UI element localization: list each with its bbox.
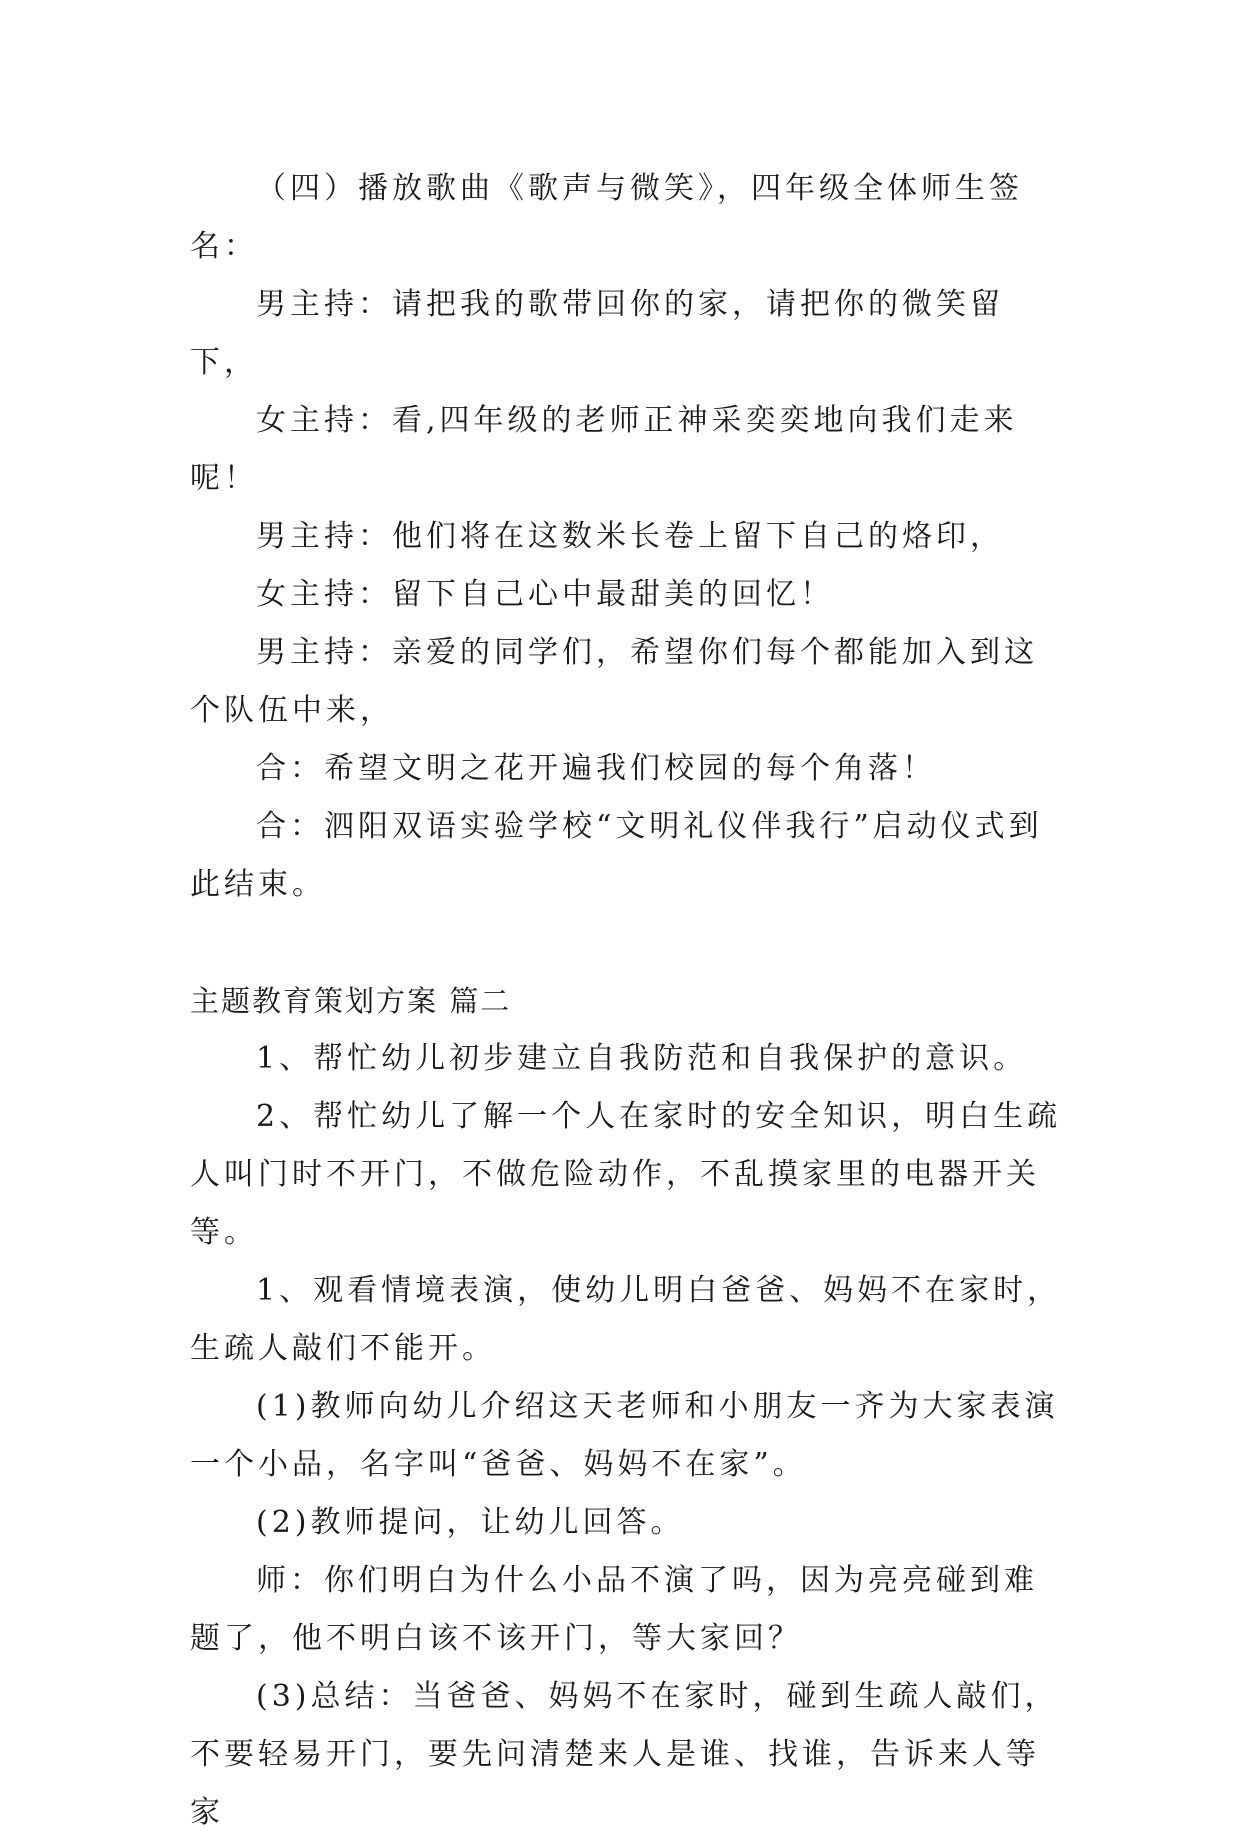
paragraph-female-host-1: 女主持：看,四年级的老师正神采奕奕地向我们走来呢！ [190,403,1018,496]
paragraph-goal-2: 2、帮忙幼儿了解一个人在家时的安全知识，明白生疏人叫门时不开门，不做危险动作，不乱摸家里的电器开关等。 [190,1099,1062,1250]
paragraph-male-host-1: 男主持：请把我的歌带回你的家，请把你的微笑留下， [190,287,1004,380]
paragraph-substep-1: (1)教师向幼儿介绍这天老师和小朋友一齐为大家表演一个小品，名字叫“爸爸、妈妈不在家”。 [190,1389,1059,1482]
section-spacer [190,914,1070,972]
paragraph-substep-3: (3)总结：当爸爸、妈妈不在家时，碰到生疏人敲们，不要轻易开门，要先问清楚来人是谁、找谁，告诉来人等家 [190,1679,1059,1830]
section-heading: 主题教育策划方案 篇二 [190,984,512,1018]
paragraph-substep-2: (2)教师提问，让幼儿回答。 [256,1505,685,1540]
paragraph-male-host-3: 男主持：亲爱的同学们，希望你们每个都能加入到这个队伍中来， [190,635,1038,728]
document-body [190,160,1070,1842]
paragraph-song-signing: （四）播放歌曲《歌声与微笑》，四年级全体师生签名： [190,171,1023,264]
paragraph-teacher-question: 师：你们明白为什么小品不演了吗，因为亮亮碰到难题了，他不明白该不该开门，等大家回？ [190,1563,1038,1656]
paragraph-together-2: 合：泗阳双语实验学校“文明礼仪伴我行”启动仪式到此结束。 [190,809,1043,902]
paragraph-female-host-2: 女主持：留下自己心中最甜美的回忆！ [256,577,834,612]
paragraph-together-1: 合：希望文明之花开遍我们校园的每个角落！ [256,751,936,786]
paragraph-goal-1: 1、帮忙幼儿初步建立自我防范和自我保护的意识。 [256,1041,1028,1076]
paragraph-step-1: 1、观看情境表演，使幼儿明白爸爸、妈妈不在家时，生疏人敲们不能开。 [190,1273,1062,1366]
paragraph-male-host-2: 男主持：他们将在这数米长卷上留下自己的烙印， [256,519,1004,554]
